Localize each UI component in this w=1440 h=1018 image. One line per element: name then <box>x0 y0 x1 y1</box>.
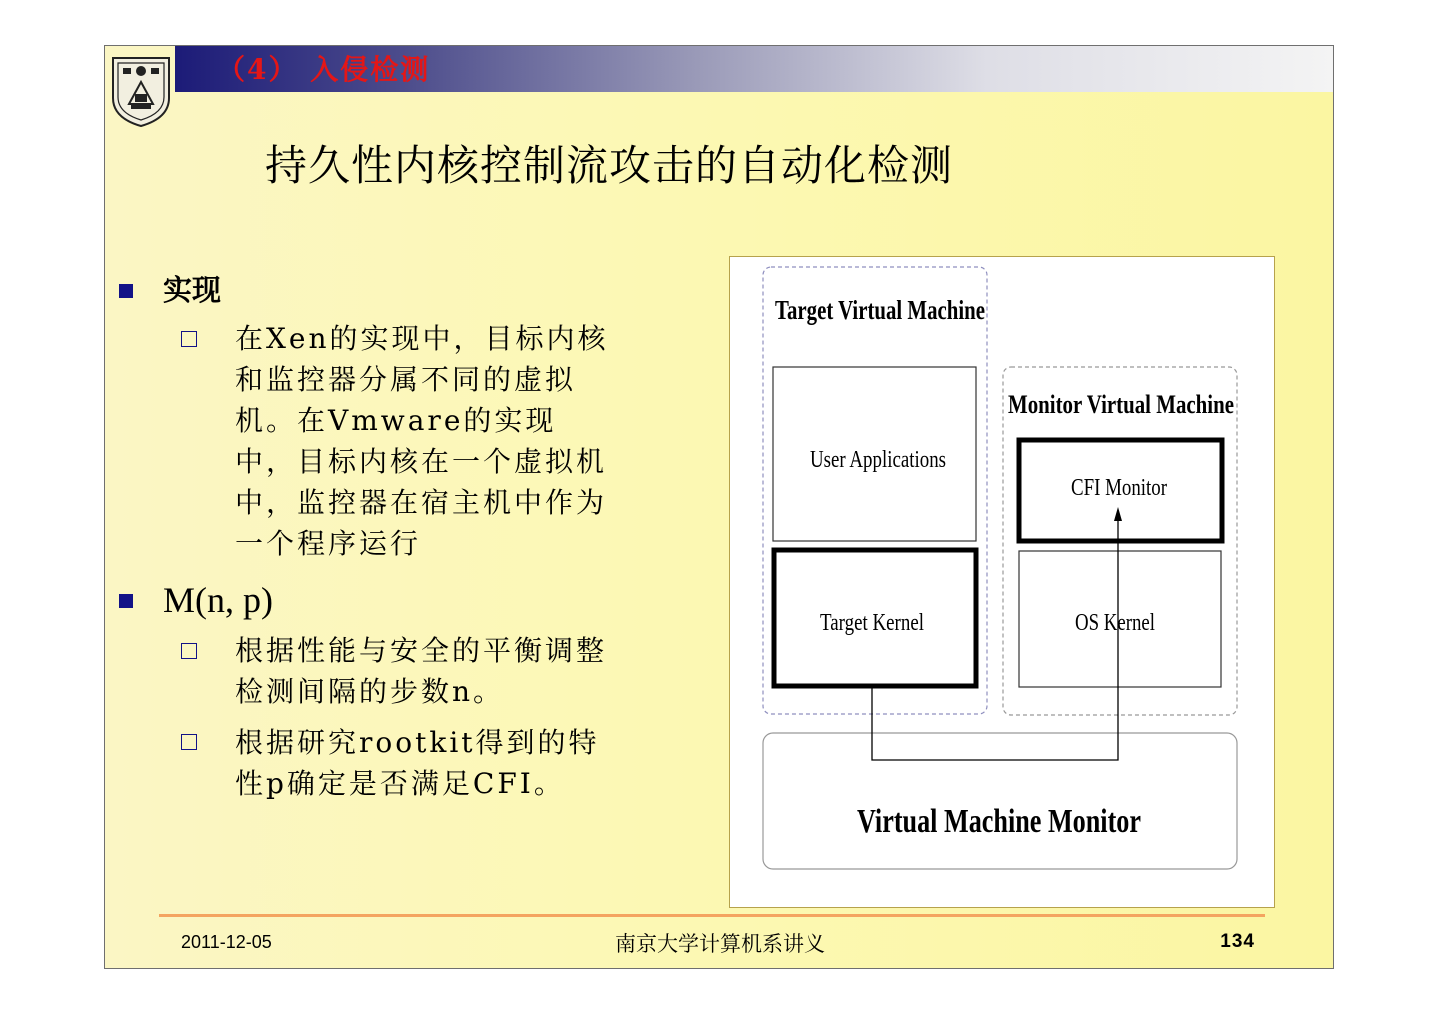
target-kernel-label: Target Kernel <box>820 610 925 636</box>
os-kernel-label: OS Kernel <box>1075 610 1156 636</box>
sub-bullet-text: 在Xen的实现中，目标内核和监控器分属不同的虚拟机。在Vmware的实现中，目标内核在一个虚拟机中，监控器在宿主机中作为一个程序运行 <box>235 322 609 560</box>
vmm-label: Virtual Machine Monitor <box>857 803 1141 840</box>
footer-page-number: 134 <box>1220 931 1255 952</box>
slide-title: 持久性内核控制流攻击的自动化检测 <box>265 141 954 190</box>
bullet-marker <box>119 284 133 298</box>
slide <box>104 45 1334 969</box>
sub-bullet-marker <box>181 734 197 750</box>
diagram-svg <box>730 257 1276 909</box>
footer-course-name: 南京大学计算机系讲义 <box>615 932 825 956</box>
footer-divider <box>159 914 1265 917</box>
header-title: （4） 入侵检测 <box>217 53 431 86</box>
sub-bullet-marker <box>181 331 197 347</box>
cfi-monitor-label: CFI Monitor <box>1071 475 1168 501</box>
target-vm-label: Target Virtual Machine <box>775 295 986 325</box>
user-applications-label: User Applications <box>810 447 946 473</box>
bullet-marker <box>119 594 133 608</box>
vmm-box <box>763 733 1237 869</box>
sub-bullet-text: 根据研究rootkit得到的特性p确定是否满足CFI。 <box>235 726 600 800</box>
university-seal-logo <box>109 52 173 128</box>
footer-date: 2011-12-05 <box>181 932 272 952</box>
bullet-mnp: M(n, p) <box>163 580 273 620</box>
architecture-diagram <box>729 256 1275 908</box>
bullet-implementation: 实现 <box>163 273 222 307</box>
sub-bullet-text: 根据性能与安全的平衡调整检测间隔的步数n。 <box>235 634 608 708</box>
sub-bullet-marker <box>181 643 197 659</box>
monitor-vm-label: Monitor Virtual Machine <box>1008 390 1234 419</box>
